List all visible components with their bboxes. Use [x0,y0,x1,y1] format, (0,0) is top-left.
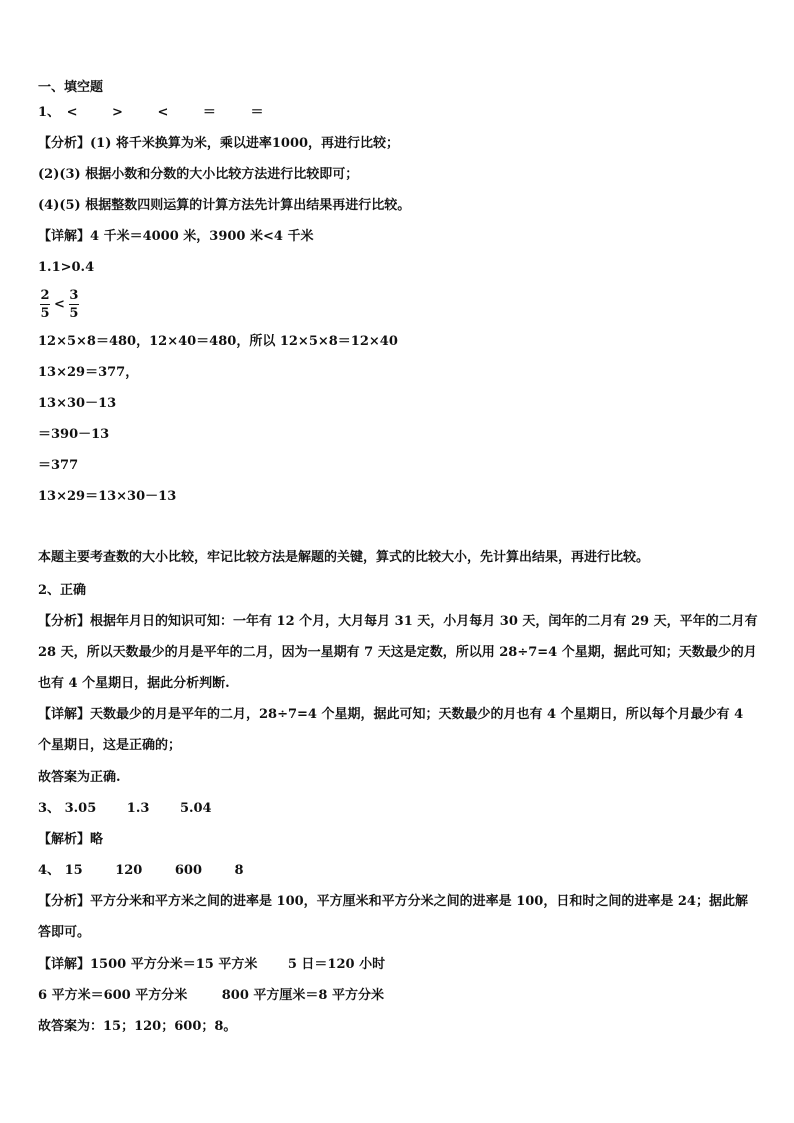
q1-answer-4: ＝ [202,105,216,120]
q1-line-5: ＝377 [38,458,79,473]
q1-answer-2: > [112,105,123,120]
q4-number: 4、 [38,863,61,878]
q4-detail-b: 5 日＝120 小时 [287,957,386,972]
q1-line-3: 13×30－13 [38,396,117,411]
q3-number: 3、 [38,801,61,816]
q4-answer-2: 120 [115,863,143,878]
section-title: 一、填空题 [38,80,104,95]
fraction-right [69,287,79,322]
q1-decimal-compare: 1.1>0.4 [38,260,95,275]
q3-answer-1: 3.05 [64,801,97,816]
q4-answer: 故答案为：15；120；600；8。 [38,1019,237,1034]
q4-answer-1: 15 [64,863,83,878]
q3-answer-row [38,801,212,817]
q1-answer-1: < [66,105,78,120]
q4-detail-a: 【详解】1500 平方分米＝15 平方米 [38,957,258,972]
q4-detail-d: 800 平方厘米＝8 平方分米 [221,988,384,1003]
q4-analysis: 【分析】平方分米和平方米之间的进率是 100，平方厘米和平方分米之间的进率是 100，日和时之间的进率是 24；据此解答即可。 [38,894,748,940]
q2-answer: 故答案为正确. [38,770,121,785]
fraction-left [40,287,50,322]
q2-header: 2、正确 [38,583,87,598]
q4-detail-c: 6 平方米＝600 平方分米 [38,988,188,1003]
q1-analysis-3: (4)(5) 根据整数四则运算的计算方法先计算出结果再进行比较。 [38,198,411,213]
q2-analysis: 【分析】根据年月日的知识可知：一年有 12 个月，大月每月 31 天，小月每月 30 天，闰年的二月有 29 天，平年的二月有 28 天，所以天数最少的月是平年的二月，因为一星期有 7 天这是定数，所以用 28÷7=4 个星期，据此可知；天数最少的月也有 4 个星期日，据此分析判断. [38,614,758,691]
q1-detail: 【详解】4 千米＝4000 米，3900 米<4 千米 [38,229,314,244]
q4-answer-row [38,863,244,879]
q1-answer-5: ＝ [250,105,264,120]
q4-detail-row-2 [38,988,384,1004]
q3-answer-3: 5.04 [179,801,212,816]
q3-answer-2: 1.3 [126,801,150,816]
fraction-left-numerator: 2 [40,287,50,303]
q2-detail: 【详解】天数最少的月是平年的二月，28÷7=4 个星期，据此可知；天数最少的月也有 4 个星期日，所以每个月最少有 4 个星期日，这是正确的； [38,707,744,753]
q1-line-4: ＝390－13 [38,427,110,442]
q4-answer-3: 600 [174,863,203,878]
q1-number: 1、 [38,105,61,120]
q1-analysis: 【分析】(1) 将千米换算为米，乘以进率1000，再进行比较； [38,136,400,151]
q4-detail-row-1 [38,957,385,973]
q1-summary: 本题主要考查数的大小比较，牢记比较方法是解题的关键，算式的比较大小，先计算出结果，再进行比较。 [38,550,650,565]
q1-answer-3: < [157,105,169,120]
q1-line-6: 13×29＝13×30－13 [38,489,177,504]
q1-line-1: 12×5×8＝480，12×40＝480，所以 12×5×8＝12×40 [38,334,398,349]
fraction-operator: < [54,296,65,312]
q1-fraction-compare [38,284,81,324]
q4-answer-4: 8 [234,863,244,878]
q1-line-2: 13×29＝377， [38,365,139,380]
q1-analysis-2: (2)(3) 根据小数和分数的大小比较方法进行比较即可； [38,167,359,182]
fraction-left-denominator: 5 [40,305,50,321]
q1-answer-row [38,105,263,121]
fraction-right-denominator: 5 [69,305,79,321]
q3-analysis: 【解析】略 [38,832,104,847]
fraction-right-numerator: 3 [69,287,79,303]
